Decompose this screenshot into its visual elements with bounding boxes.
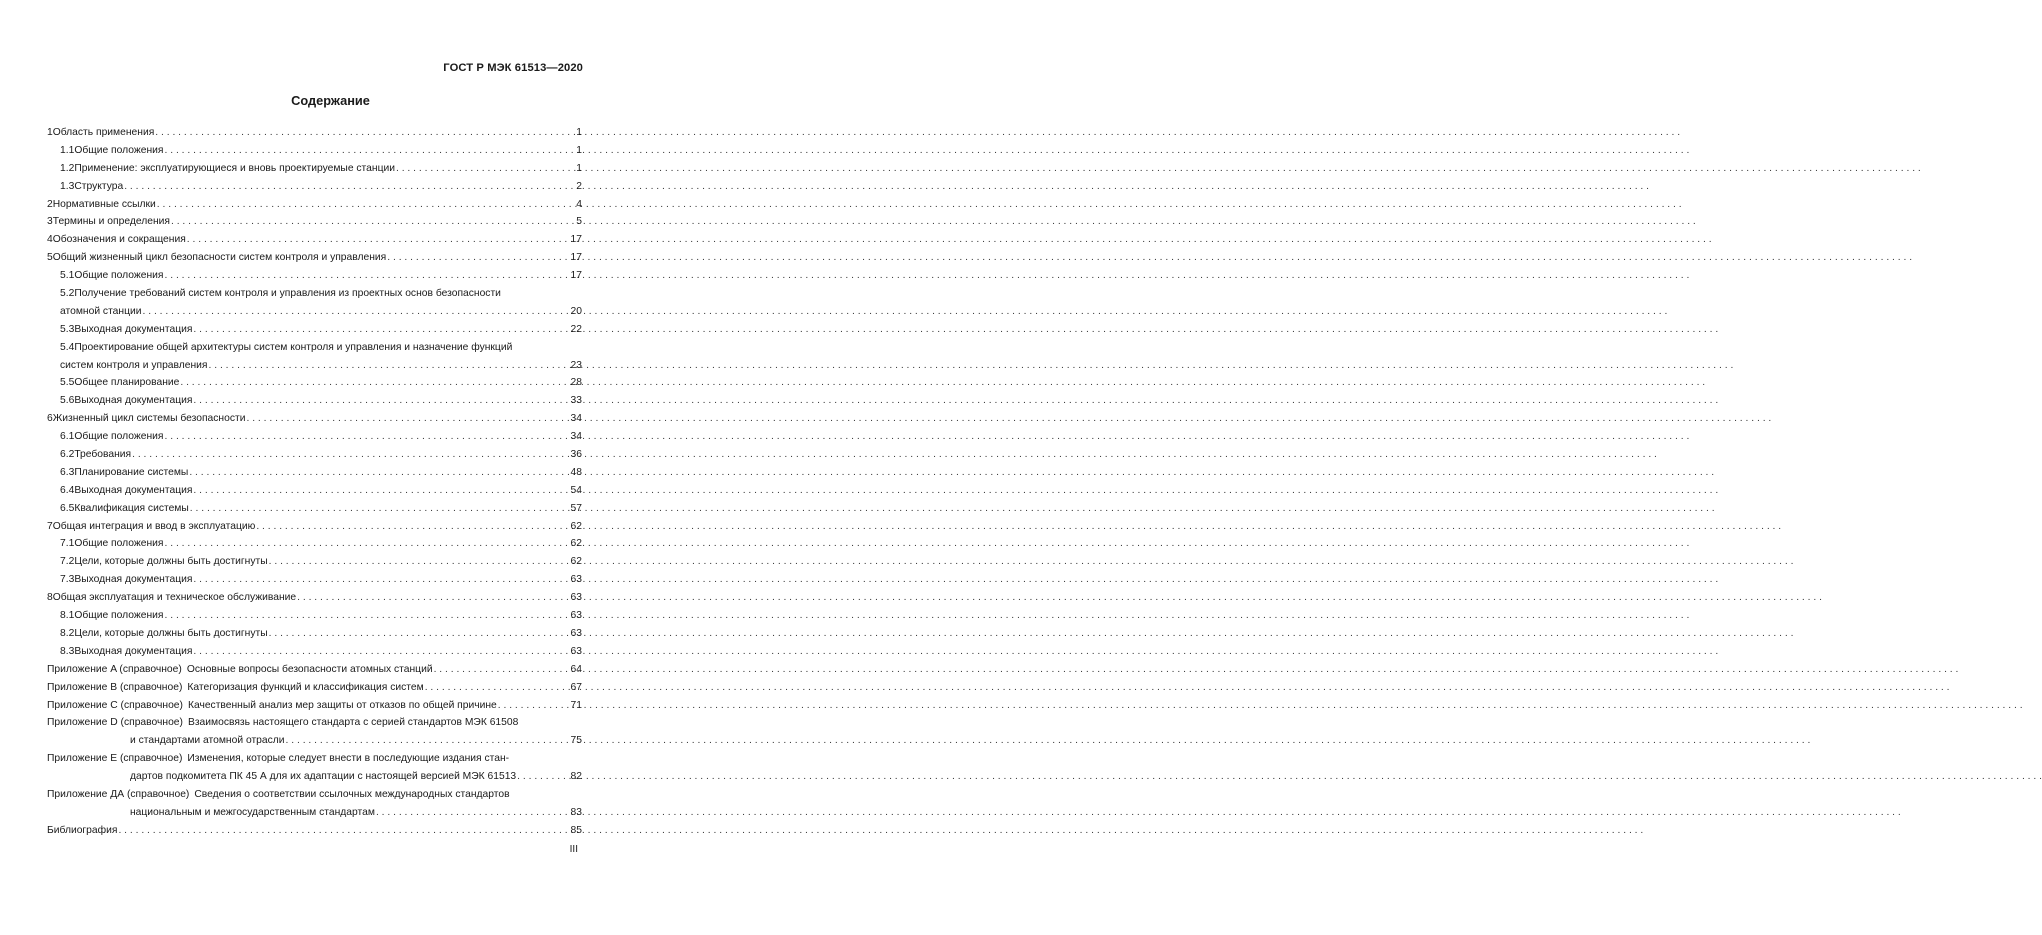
toc-entry[interactable] <box>47 231 582 249</box>
toc-entry-title: Выходная документация <box>74 645 193 657</box>
bibliography-entry[interactable] <box>47 822 582 840</box>
dot-leader <box>286 732 570 750</box>
appendix-label: Приложение A (справочное) <box>47 663 182 675</box>
toc-entry[interactable] <box>47 535 582 553</box>
appendix-page: 67 <box>570 681 582 693</box>
toc-entry-number: 8.2 <box>60 627 75 639</box>
appendix-entry[interactable] <box>47 714 582 750</box>
toc-entry-page: 63 <box>570 610 582 622</box>
toc-entry-title: Общий жизненный цикл безопасности систем контроля и управления <box>52 252 387 264</box>
dot-leader <box>143 303 570 321</box>
toc-entry-page: 22 <box>570 323 582 335</box>
dot-leader <box>189 464 569 482</box>
toc-entry-title: Получение требований систем контроля и управления из проектных основ безопасности <box>74 288 501 300</box>
appendix-title-continued: дартов подкомитета ПК 45 А для их адаптации с настоящей версией МЭК 61513 <box>130 771 517 783</box>
dot-leader <box>165 535 570 553</box>
dot-leader <box>269 553 570 571</box>
toc-entry-number: 5.6 <box>60 395 75 407</box>
dot-leader <box>180 374 569 392</box>
appendix-entry[interactable] <box>47 679 582 697</box>
toc-entry[interactable] <box>47 196 582 214</box>
toc-entry-page: 34 <box>570 431 582 443</box>
toc-entry[interactable] <box>47 267 582 285</box>
toc-entry-page: 17 <box>570 252 582 264</box>
toc-entry-page: 1 <box>576 127 582 138</box>
toc-entry-number: 6.3 <box>60 466 75 478</box>
toc-entry-title: Проектирование общей архитектуры систем контроля и управления и назначение функций <box>74 341 513 353</box>
toc-entry[interactable] <box>47 124 582 142</box>
appendix-title-continued: национальным и межгосударственным стандартам <box>130 806 375 818</box>
toc-entry-page: 57 <box>570 502 582 514</box>
appendix-entry[interactable] <box>47 697 582 715</box>
dot-leader <box>193 482 569 500</box>
toc-entry-title: Цели, которые должны быть достигнуты <box>74 627 268 639</box>
toc-entry-number: 3 <box>47 216 53 228</box>
toc-entry-title: Общая эксплуатация и техническое обслуживание <box>52 592 297 604</box>
toc-entry-page: 63 <box>570 574 582 586</box>
toc-entry-page: 63 <box>570 645 582 657</box>
appendix-entry[interactable] <box>47 786 582 822</box>
dot-leader <box>165 142 576 160</box>
toc-entry-title: Общие положения <box>74 270 164 282</box>
appendix-title: Изменения, которые следует внести в последующие издания стан- <box>187 753 510 765</box>
toc-entry-title-continued: систем контроля и управления <box>60 359 208 371</box>
toc-entry-title: Выходная документация <box>74 395 193 407</box>
appendix-page: 64 <box>570 663 582 675</box>
bibliography-title: Библиография <box>47 824 118 836</box>
toc-entry-title: Область применения <box>52 127 155 138</box>
toc-entry-title: Применение: эксплуатирующиеся и вновь проектируемые станции <box>74 162 395 174</box>
toc-entry-title: Общие положения <box>74 144 164 156</box>
dot-leader <box>193 392 569 410</box>
appendix-title: Категоризация функций и классификация систем <box>187 681 424 693</box>
dot-leader <box>376 804 570 822</box>
toc-entry-page: 20 <box>570 305 582 317</box>
toc-entry-title: Обозначения и сокращения <box>52 234 186 246</box>
toc-entry-number: 7.1 <box>60 538 75 550</box>
appendix-title: Сведения о соответствии ссылочных международных стандартов <box>194 788 510 800</box>
toc-entry[interactable] <box>47 625 582 643</box>
dot-leader <box>269 625 570 643</box>
toc-entry[interactable] <box>47 571 582 589</box>
toc-entry-number: 1.2 <box>60 162 75 174</box>
toc-entry-page: 17 <box>570 234 582 246</box>
toc-entry-number: 6.2 <box>60 449 75 461</box>
toc-entry-number: 5.1 <box>60 270 75 282</box>
toc-entry-title: Жизненный цикл системы безопасности <box>52 413 246 425</box>
toc-entry-page: 62 <box>570 556 582 568</box>
appendix-title: Качественный анализ мер защиты от отказов по общей причине <box>187 699 497 711</box>
dot-leader <box>209 357 570 375</box>
toc-entry-number: 7.3 <box>60 574 75 586</box>
toc-entry[interactable] <box>47 410 582 428</box>
appendix-label: Приложение C (справочное) <box>47 699 183 711</box>
toc-entry-number: 5.5 <box>60 377 75 389</box>
toc-entry-page: 1 <box>576 162 582 174</box>
toc-entry[interactable] <box>47 321 582 339</box>
toc-entry-number: 1.1 <box>60 144 75 156</box>
dot-leader <box>155 124 575 142</box>
dot-leader <box>165 267 570 285</box>
toc-entry-page: 36 <box>570 449 582 461</box>
toc-entry[interactable] <box>47 178 582 196</box>
toc-entry-page: 34 <box>570 413 582 425</box>
toc-entry[interactable] <box>47 160 582 178</box>
toc-entry[interactable] <box>47 553 582 571</box>
dot-leader <box>193 643 569 661</box>
table-of-contents <box>47 124 582 840</box>
toc-entry[interactable] <box>47 589 582 607</box>
toc-entry-title: Планирование системы <box>74 466 189 478</box>
toc-entry[interactable] <box>47 339 582 375</box>
appendix-title: Взаимосвязь настоящего стандарта с серией стандартов МЭК 61508 <box>187 717 519 729</box>
dot-leader <box>193 321 569 339</box>
dot-leader <box>124 178 575 196</box>
appendix-entry[interactable] <box>47 750 582 786</box>
toc-entry-page: 4 <box>576 198 582 210</box>
appendix-title: Основные вопросы безопасности атомных станций <box>186 663 433 675</box>
appendix-label: Приложение ДА (справочное) <box>47 788 190 800</box>
toc-entry-page: 33 <box>570 395 582 407</box>
toc-entry-number: 2 <box>47 198 53 210</box>
appendix-label: Приложение D (справочное) <box>47 717 183 729</box>
appendix-page: 71 <box>570 699 582 711</box>
toc-entry-number: 8.1 <box>60 610 75 622</box>
toc-entry-title: Общие положения <box>74 431 164 443</box>
dot-leader <box>387 249 569 267</box>
toc-entry-page: 23 <box>570 359 582 371</box>
toc-entry-title: Общие положения <box>74 610 164 622</box>
toc-entry-number: 5.3 <box>60 323 75 335</box>
appendix-title-continued: и стандартами атомной отрасли <box>130 735 285 747</box>
dot-leader <box>246 410 569 428</box>
toc-entry-title: Общее планирование <box>74 377 180 389</box>
toc-entry-title: Структура <box>74 180 124 192</box>
toc-entry-page: 63 <box>570 592 582 604</box>
toc-entry[interactable] <box>47 518 582 536</box>
dot-leader <box>193 571 569 589</box>
toc-entry-number: 6 <box>47 413 53 425</box>
dot-leader <box>297 589 569 607</box>
toc-entry-page: 28 <box>570 377 582 389</box>
toc-entry-page: 2 <box>576 180 582 192</box>
toc-entry-number: 6.4 <box>60 484 75 496</box>
toc-entry-number: 8 <box>47 592 53 604</box>
toc-entry-title: Квалификация системы <box>74 502 189 514</box>
toc-entry[interactable] <box>47 446 582 464</box>
appendix-label: Приложение B (справочное) <box>47 681 183 693</box>
toc-entry-title: Цели, которые должны быть достигнуты <box>74 556 268 568</box>
toc-entry-title-continued: атомной станции <box>60 305 142 317</box>
standard-code: ГОСТ Р МЭК 61513—2020 <box>443 62 583 74</box>
dot-leader <box>118 822 569 840</box>
toc-entry-title: Требования <box>74 449 132 461</box>
toc-title: Содержание <box>291 93 370 108</box>
toc-entry-number: 6.5 <box>60 502 75 514</box>
toc-entry-number: 8.3 <box>60 645 75 657</box>
toc-entry-number: 1.3 <box>60 180 75 192</box>
toc-entry-number: 4 <box>47 234 53 246</box>
toc-entry[interactable] <box>47 482 582 500</box>
toc-entry-page: 62 <box>570 520 582 532</box>
appendix-entry[interactable] <box>47 661 582 679</box>
toc-entry-title: Выходная документация <box>74 574 193 586</box>
toc-entry-number: 5 <box>47 252 53 264</box>
toc-entry-page: 48 <box>570 466 582 478</box>
dot-leader <box>498 697 570 715</box>
toc-entry-title: Термины и определения <box>52 216 170 228</box>
bibliography-page: 85 <box>570 824 582 836</box>
toc-entry-number: 1 <box>47 127 53 138</box>
toc-entry-title: Выходная документация <box>74 484 193 496</box>
dot-leader <box>517 768 569 786</box>
toc-entry-page: 5 <box>576 216 582 228</box>
toc-entry-number: 6.1 <box>60 431 75 443</box>
dot-leader <box>132 446 569 464</box>
toc-entry[interactable] <box>47 500 582 518</box>
toc-entry-number: 5.4 <box>60 341 75 353</box>
toc-entry-number: 7.2 <box>60 556 75 568</box>
appendix-page: 83 <box>570 806 582 818</box>
toc-entry-page: 62 <box>570 538 582 550</box>
toc-entry[interactable] <box>47 643 582 661</box>
toc-entry-number: 5.2 <box>60 288 75 300</box>
toc-entry[interactable] <box>47 392 582 410</box>
toc-entry[interactable] <box>47 464 582 482</box>
toc-entry-page: 17 <box>570 270 582 282</box>
toc-entry-page: 63 <box>570 627 582 639</box>
toc-entry-number: 7 <box>47 520 53 532</box>
toc-entry[interactable] <box>47 213 582 231</box>
dot-leader <box>165 607 570 625</box>
dot-leader <box>434 661 570 679</box>
dot-leader <box>256 518 569 536</box>
dot-leader <box>425 679 570 697</box>
toc-entry[interactable] <box>47 374 582 392</box>
document-page <box>0 0 661 935</box>
toc-entry[interactable] <box>47 142 582 160</box>
toc-entry-title: Выходная документация <box>74 323 193 335</box>
appendix-label: Приложение E (справочное) <box>47 753 183 765</box>
dot-leader <box>165 428 570 446</box>
toc-entry[interactable] <box>47 285 582 321</box>
dot-leader <box>190 500 570 518</box>
dot-leader <box>171 213 575 231</box>
toc-entry-title: Нормативные ссылки <box>52 198 156 210</box>
toc-entry-page: 54 <box>570 484 582 496</box>
toc-entry-page: 1 <box>576 144 582 156</box>
toc-entry[interactable] <box>47 607 582 625</box>
dot-leader <box>396 160 575 178</box>
toc-entry-title: Общие положения <box>74 538 164 550</box>
toc-entry-title: Общая интеграция и ввод в эксплуатацию <box>52 520 256 532</box>
toc-entry[interactable] <box>47 249 582 267</box>
toc-entry[interactable] <box>47 428 582 446</box>
appendix-page: 82 <box>570 771 582 783</box>
page-number: III <box>569 844 578 855</box>
appendix-page: 75 <box>570 735 582 747</box>
dot-leader <box>157 196 575 214</box>
dot-leader <box>187 231 570 249</box>
